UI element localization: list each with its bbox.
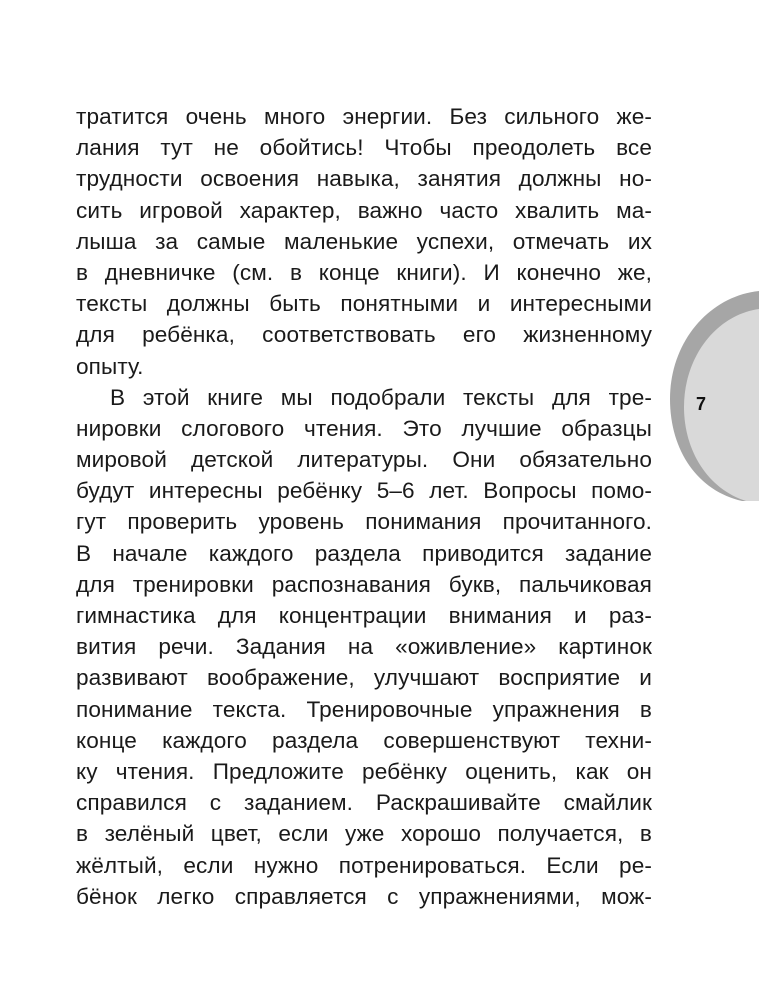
text-line: жёлтый, если нужно потренироваться. Если ре- [76,852,652,878]
text-line: ку чтения. Предложите ребёнку оценить, как он [76,758,652,784]
page-number: 7 [695,394,706,414]
page-edge-tab-shape [670,291,759,501]
text-line: нировки слогового чтения. Это лучшие образцы [76,415,652,441]
text-line: тратится очень много энергии. Без сильного же- [76,104,652,129]
text-line: трудности освоения навыка, занятия должны но- [76,166,652,192]
text-line: конце каждого раздела совершенствуют техни- [76,727,652,753]
text-line: в дневничке (см. в конце книги). И конечно же, [76,259,652,285]
text-line: гут проверить уровень понимания прочитанного. [76,509,652,535]
text-line: сить игровой характер, важно часто хвалить ма- [76,197,652,223]
text-line: развивают воображение, улучшают восприятие и [76,665,652,691]
text-line: для тренировки распознавания букв, пальчиковая [76,571,652,597]
page-edge-tab [670,291,759,501]
text-line: понимание текста. Тренировочные упражнения в [76,696,652,722]
text-line: в зелёный цвет, если уже хорошо получается, в [76,821,652,847]
text-line: вития речи. Задания на «оживление» картинок [76,634,652,660]
text-line: для ребёнка, соответствовать его жизненному [76,322,652,348]
text-line: мировой детской литературы. Они обязательно [76,447,652,473]
text-line: тексты должны быть понятными и интересными [76,291,652,317]
text-line: В этой книге мы подобрали тексты для тре- [110,384,652,410]
text-line: опыту. [76,353,144,379]
text-line: справился с заданием. Раскрашивайте смайлик [76,790,652,816]
paragraph-1 [76,101,652,382]
text-line: бёнок легко справляется с упражнениями, мож- [76,883,652,909]
text-line: лания тут не обойтись! Чтобы преодолеть все [76,135,652,161]
text-line: будут интересны ребёнку 5–6 лет. Вопросы помо- [76,478,652,504]
paragraph-2 [76,382,652,912]
text-column [76,101,652,912]
text-line: лыша за самые маленькие успехи, отмечать их [76,228,652,254]
text-line: В начале каждого раздела приводится задание [76,540,652,566]
text-line: гимнастика для концентрации внимания и раз- [76,603,652,628]
